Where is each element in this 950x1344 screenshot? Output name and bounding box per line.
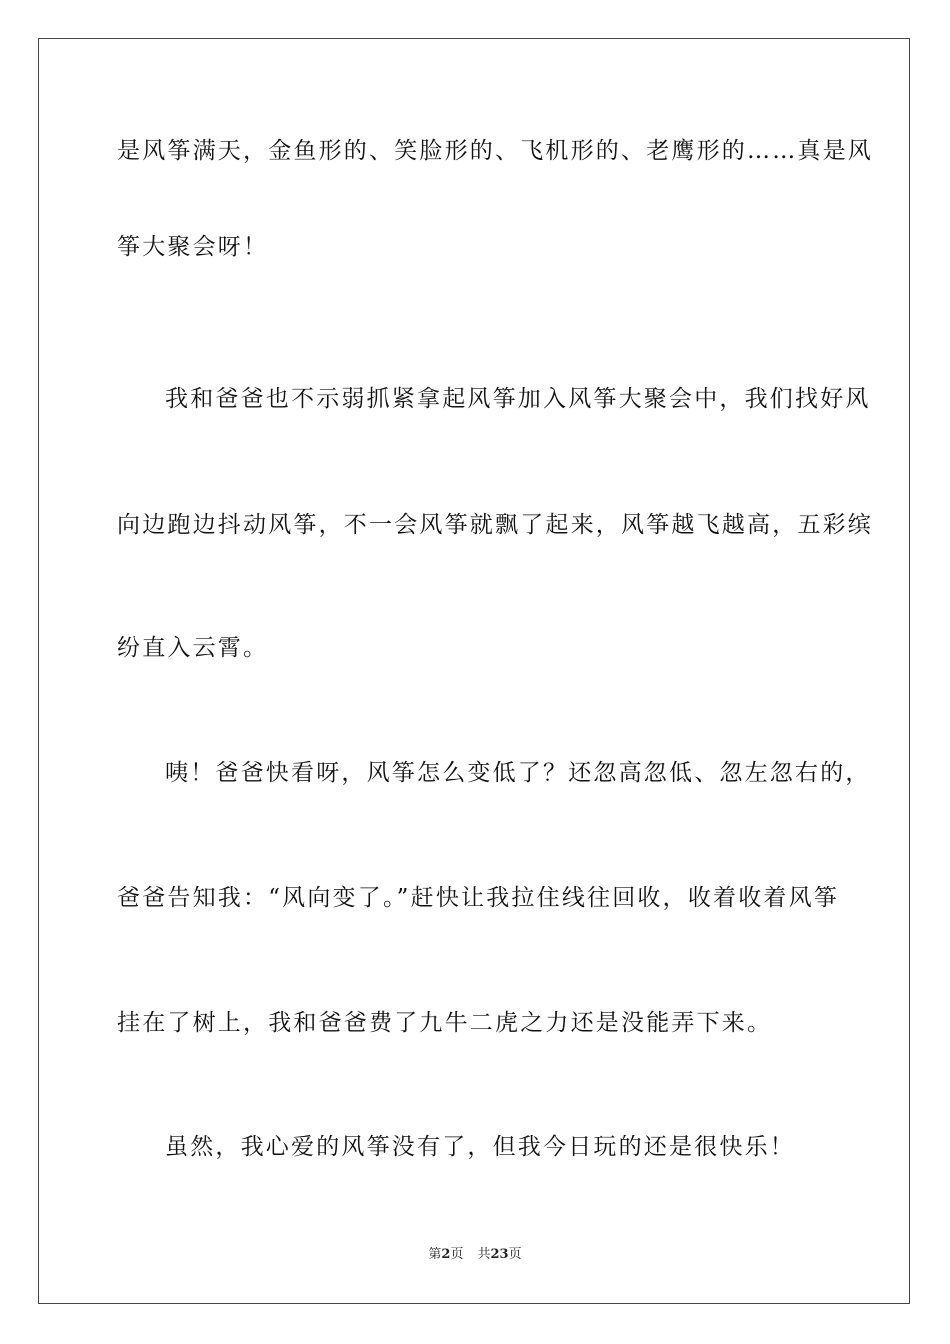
text-line: 挂在了树上，我和爸爸费了九牛二虎之力还是没能弄下来。	[117, 1010, 773, 1036]
text-line: 向边跑边抖动风筝，不一会风筝就飘了起来，风筝越飞越高，五彩缤	[117, 512, 873, 538]
page-number: 2	[441, 1247, 451, 1262]
paragraph-start-line: 咦！爸爸快看呀，风筝怎么变低了？还忽高忽低、忽左忽右的，	[165, 760, 871, 786]
total-suffix: 页	[508, 1247, 522, 1262]
text-line: 筝大聚会呀！	[117, 234, 269, 260]
page-suffix: 页	[450, 1247, 464, 1262]
page-footer	[0, 1246, 950, 1264]
page-border	[38, 38, 910, 1304]
total-pages: 23	[490, 1247, 509, 1262]
text-line: 纷直入云霄。	[117, 635, 269, 661]
paragraph-start-line: 我和爸爸也不示弱抓紧拿起风筝加入风筝大聚会中，我们找好风	[165, 386, 871, 412]
total-prefix: 共	[477, 1247, 491, 1262]
page-prefix: 第	[428, 1247, 442, 1262]
text-line: 是风筝满天，金鱼形的、笑脸形的、飞机形的、老鹰形的……真是风	[117, 138, 873, 164]
paragraph-start-line: 虽然，我心爱的风筝没有了，但我今日玩的还是很快乐！	[165, 1134, 795, 1160]
text-line: 爸爸告知我：“风向变了。”赶快让我拉住线往回收，收着收着风筝	[117, 885, 840, 911]
